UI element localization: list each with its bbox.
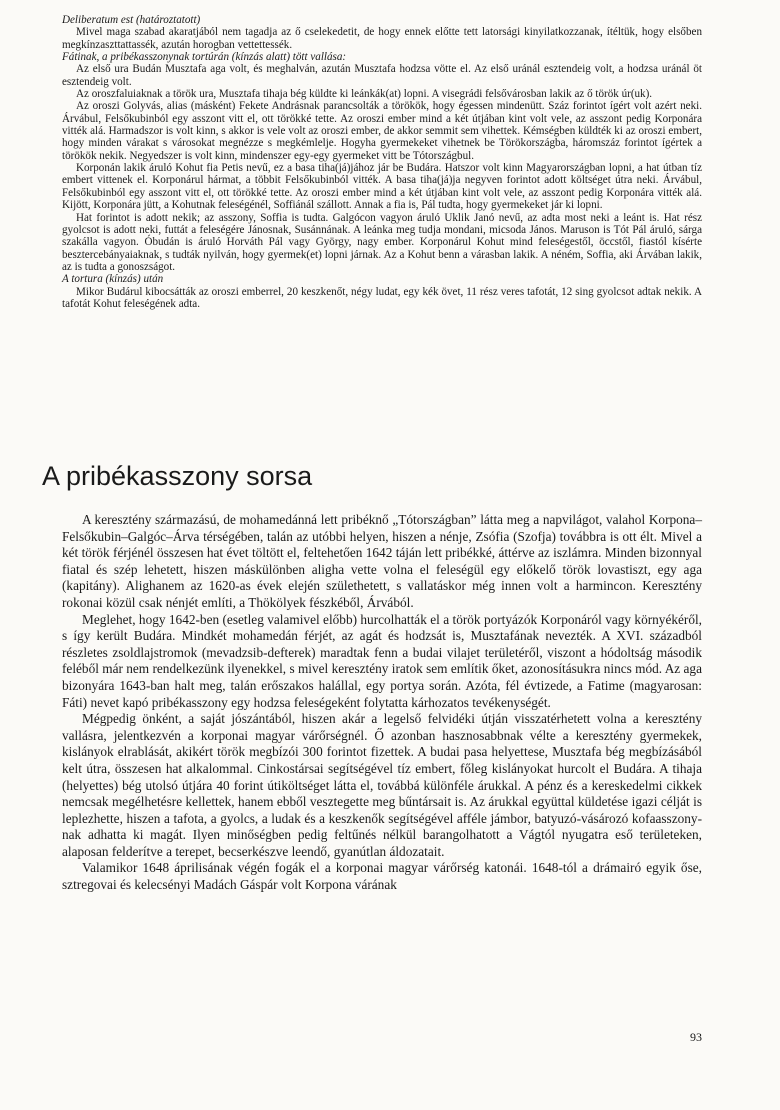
quote-heading: Fátinak, a pribékasszonynak tortúrán (kínzás alatt) tött vallása: [62, 51, 347, 64]
quote-paragraph: Hat forintot is adott nekik; az asszony, Soffia is tudta. Galgócon vagyon áruló Uklik Janó nevű, az adta most neki a leánt is. Hat rész gyolcsot is adott neki, futtát a feleségére Jánosnak, Susánnának. A leánka meg tudja mondani, micsoda János. Maruson is Tót Pál áruló, sárga szakálla vagyon. Óbudán is áruló Horváth Pál vagy György, nagy ember. Korponárul Kohut mind feleségestől, öccstől, fiastól kísérte besztercebányaiaknak, s tudták nyilván, hogy gyermek(et) lopni járnak. Az a Kohut benn a várasban lakik. A néném, Soffia, aki Árvában lakik, az is tudta a gonoszságot. [62, 211, 702, 273]
quote-paragraph: Az oroszfaluiaknak a török ura, Musztafa tihaja bég küldte ki leánkák(at) lopni. A visegrádi felsővárosban lakik az ő török úr(uk). [76, 88, 653, 101]
quote-paragraph: Az oroszi Golyvás, alias (másként) Fekete Andrásnak parancsolták a törökök, hogy égessen mindenütt. Száz forintot ígért volt azért neki. Árvábul, Felsőkubinból egy asszont vitt el, ott törökké tette. Az oroszi ember mind a két útjában kint volt vele, az asszont pedig Korponára vitték alá. Harmadszor is volt kinn, s akkor is vele volt az oroszi ember, de akkor semmit sem vihettek. Kémségben küldték ki az oroszi embert, hogy minden várakat s városokat megnézze s megkémlelje. Hogyha gyermekeket vihetnek be Törökországba, háromszáz forintot ígértek a törökök nekik. Negyedszer is volt kinn, mindenszer egy-egy gyermeket vitt be Tótországbul. [62, 100, 702, 162]
body-paragraph: Mégpedig önként, a saját jószántából, hiszen akár a legelső felvidéki útján visszatérhetett volna a keresztény vallásra, jelentkezvén a korponai magyar várőrségnél. Ő azonban hasznosabbnak vélte a keresztény gyermekek, kislányok elrablását, akikért török megbízói 300 forintot fizettek. A budai pasa helyettese, Musztafa bég megbízásából kelt útra, összesen hat alkalommal. Cinkostársai segítségével tíz embert, főleg kislányokat hurcolt el Budára. A tihaja (helyettes) bég utolsó útjára 40 forint útiköltséget látta el, továbbá különféle árukkal. A pénz és a kereskedelmi cikkek nemcsak megélhetésre kellettek, hanem ebből vesztegette meg bűntársait is. Az árukkal együttal küldetése igazi célját is leplezhette, hiszen a tafota, a gyolcs, a ludak és a keszkenők segítségével afféle jámbor, batyuzó-vásározó kofaasszony-nak adhatta ki magát. Ilyen minőségben pedig feltűnés nélkül barangolhatott a Vágtól nyugatra eső területeken, alaposan felderítve a terepet, becserkészve leendő, gyanútlan áldozatait. [62, 711, 702, 859]
page-number: 93 [690, 1030, 702, 1044]
quote-paragraph: Korponán lakik áruló Kohut fia Petis nevű, ez a basa tiha(já)jához jár be Budára. Hatszor volt kinn Magyarországban lopni, a hat útban tíz embert vittenek el. Korponárul hármat, a többit Felsőkubinból vitték. A basa tiha(já)ja negyven forintot adott költséget útra neki. Árvábul, Felsőkubinból egy asszont vitt el, ott törökké tette. Az oroszi ember mind a két útjában kint volt vele, az asszont pedig Korponára vitték alá. Kijött, Korponára jütt, a Kohutnak feleségénél, Soffiánál szállott. Annak a fia is, Pál tudta, hogy gyermekeket jár ki lopni. [62, 162, 702, 212]
body-paragraph: Valamikor 1648 áprilisának végén fogák el a korponai magyar várőrség katonái. 1648-tól a drámairó egyik őse, sztregovai és kelecsényi Madách Gáspár volt Korpona várának [62, 860, 702, 893]
chapter-title: A pribékasszony sorsa [42, 461, 313, 491]
source-quote-block [62, 14, 702, 310]
quote-heading: Deliberatum est (határoztatott) [62, 14, 201, 26]
quote-heading: A tortura (kínzás) után [62, 273, 164, 286]
quote-paragraph: Az első ura Budán Musztafa aga volt, és meghalván, azután Musztafa hodzsa vötte el. Az első uránál esztendeig volt, a hodzsa uránál öt esztendeig volt. [62, 63, 702, 88]
body-paragraph: A keresztény származású, de mohamedánná lett pribéknő „Tótországban” látta meg a napvilágot, valahol Korpona–Felsőkubin–Galgóc–Árva térségében, talán az utóbbi helyen, hiszen a nénje, Zsófia (Szofja) továbbra is ott élt. Mivel a két török férjénél összesen hat évet töltött el, feltehetően 1642 táján lett pribékké, áttérve az iszlámra. Minden bizonnyal fiatal és szép lehetett, hiszen máskülönben aligha vette volna el feleségül egy előkelő török lovastiszt, egy aga (kapitány). Alighanem az 1620-as évek elején születhetett, s vallatáskor még innen volt a harmincon. Keresztény rokonai közül csak nénjét említi, a Thökölyek fészkéből, Árvából. [62, 512, 702, 610]
quote-paragraph: Mivel maga szabad akaratjából nem tagadja az ő cselekedetit, de hogy ennek előtte tett latorsági kinyilatkozzanak, ítéltük, hogy elsőben megkínzaszttattassék, azután horogban vettettessék. [62, 26, 702, 51]
body-paragraph: Meglehet, hogy 1642-ben (esetleg valamivel előbb) hurcolhatták el a török portyázók Korponáról vagy környékéről, s így került Budára. Mindkét mohamedán férjét, az agát és hodzsát is, Musztafának nevezték. A XVI. századból részletes zsoldlajstromok (mevadzsib-defterek) maradtak fenn a budai vilajet területéről, viszont a hódoltság második feléből már nem rendelkezünk ilyenekkel, s mivel keresztény iratok sem említik őket, azonosításukra nincs mód. Az aga bizonyára 1643-ban halt meg, talán erőszakos halállal, egy portya során. Azóta, fél évtizede, a Fatime (magyarosan: Fáti) nevet kapó pribékasszony egy hodzsa feleségeként folytatta kárhozatos tevékenységét. [62, 611, 702, 710]
quote-paragraph: Mikor Budárul kibocsátták az oroszi emberrel, 20 keszkenőt, négy ludat, egy kék övet, 11 rész veres tafotát, 12 sing gyolcsot adtak nekik. A tafotát Kohut feleségének adta. [62, 285, 702, 310]
chapter-body [62, 512, 702, 894]
